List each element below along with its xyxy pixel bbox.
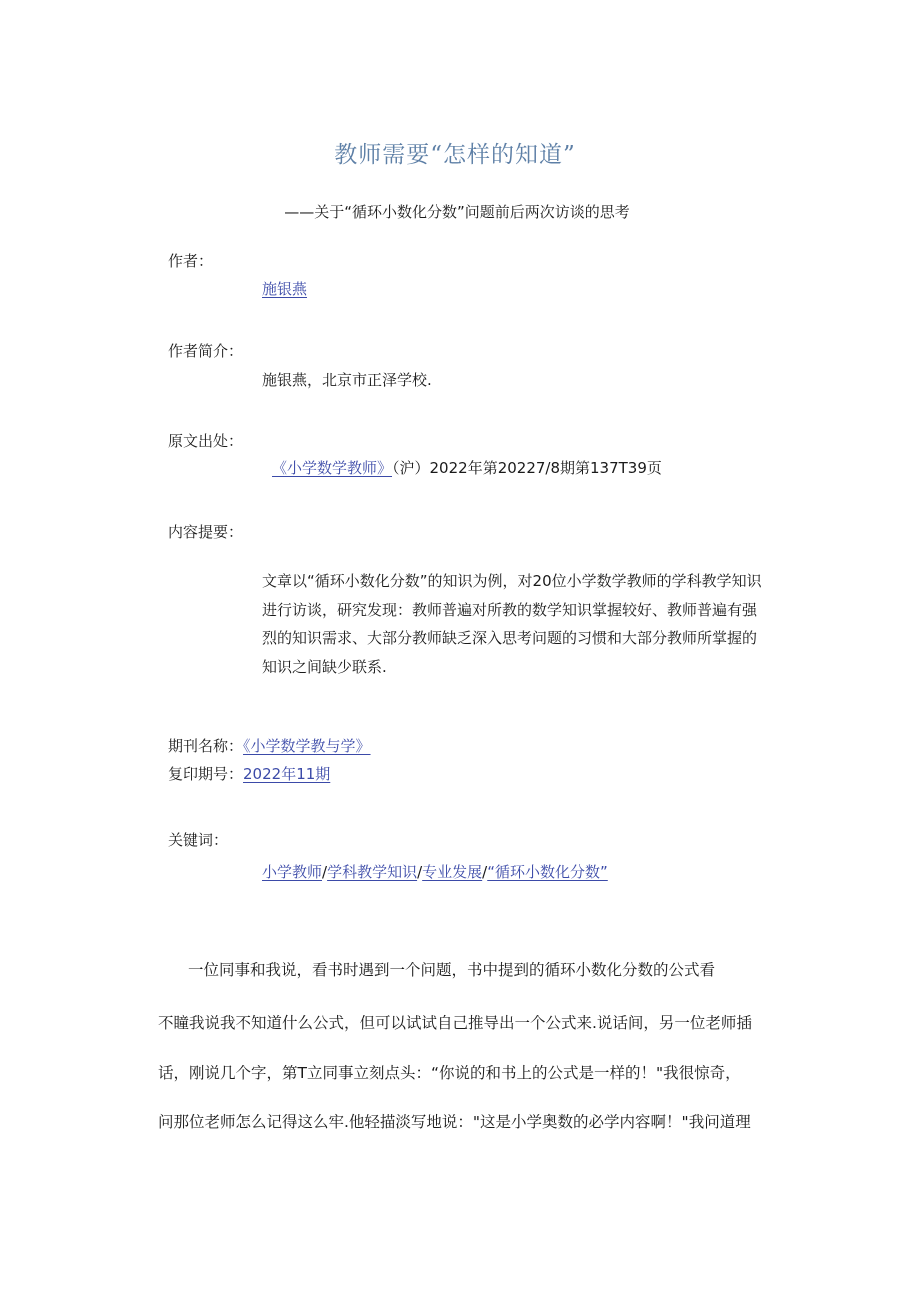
page-title: 教师需要“怎样的知道” bbox=[334, 142, 576, 168]
body-paragraph-line: 一位同事和我说，看书时遇到一个问题，书中提到的循环小数化分数的公式看 bbox=[188, 961, 716, 979]
source-label: 原文出处： bbox=[168, 432, 244, 450]
reprint-issue-link[interactable]: 2022年11期 bbox=[243, 765, 331, 783]
body-paragraph-line: 不瞳我说我不知道什么公式，但可以试试自己推导出一个公式来.说话间，另一位老师插 bbox=[158, 1014, 752, 1032]
source-journal-link[interactable]: 《小学数学教师》 bbox=[272, 459, 393, 477]
keyword-link[interactable]: “循环小数化分数” bbox=[487, 863, 608, 881]
author-intro-label: 作者简介： bbox=[168, 342, 244, 360]
periodical-line bbox=[168, 735, 371, 756]
source-detail: （沪）2022年第20227/8期第137T39页 bbox=[392, 459, 662, 477]
body-paragraph-line: 话，刚说几个字，第T立同事立刻点头：“你说的和书上的公式是一样的！"我很惊奇， bbox=[158, 1064, 741, 1082]
keyword-link[interactable]: 学科教学知识 bbox=[327, 863, 418, 881]
keyword-link[interactable]: 专业发展 bbox=[422, 863, 483, 881]
keywords-label: 关键词： bbox=[168, 831, 229, 849]
reprint-label: 复印期号： bbox=[168, 765, 244, 783]
keyword-link[interactable]: 小学教师 bbox=[262, 863, 323, 881]
reprint-line bbox=[168, 763, 330, 784]
keyword-separator: / bbox=[417, 863, 423, 881]
abstract-text: 文章以“循环小数化分数”的知识为例，对20位小学数学教师的学科教学知识进行访谈，研究发现：教师普遍对所教的数学知识掌握较好、教师普遍有强烈的知识需求、大部分教师缺乏深入思考问题的习惯和大部分教师所掌握的知识之间缺少联系. bbox=[262, 572, 762, 676]
author-name-link[interactable]: 施银燕 bbox=[262, 280, 308, 298]
author-intro-text: 施银燕，北京市正泽学校. bbox=[262, 371, 432, 389]
author-label: 作者： bbox=[168, 252, 214, 270]
keyword-separator: / bbox=[482, 863, 488, 881]
abstract-label: 内容提要： bbox=[168, 523, 244, 541]
page-subtitle: ——关于“循环小数化分数”问题前后两次访谈的思考 bbox=[284, 203, 630, 221]
periodical-name-link[interactable]: 《小学数学教与学》 bbox=[243, 737, 371, 755]
keyword-separator: / bbox=[322, 863, 328, 881]
body-paragraph-line: 问那位老师怎么记得这么牢.他轻描淡写地说："这是小学奥数的必学内容啊！"我问道理 bbox=[158, 1113, 751, 1131]
source-line bbox=[272, 457, 662, 478]
periodical-label: 期刊名称： bbox=[168, 737, 244, 755]
author-name-wrapper bbox=[262, 278, 307, 299]
keywords-list bbox=[262, 861, 608, 882]
